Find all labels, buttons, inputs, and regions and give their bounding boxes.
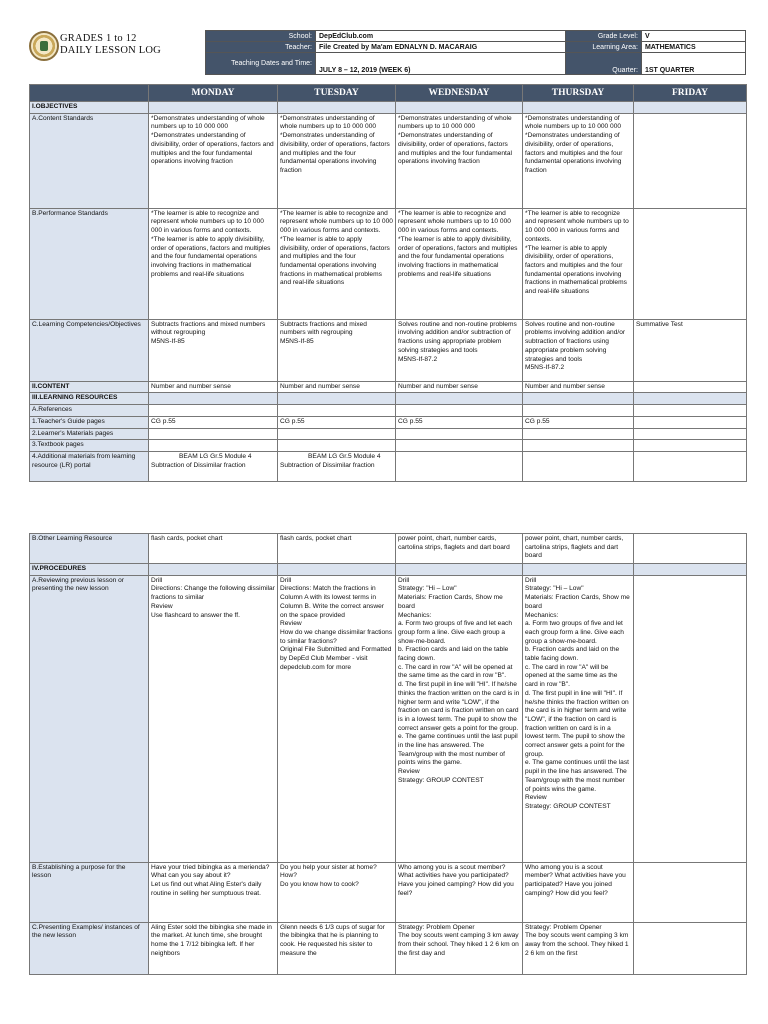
cell-friday — [634, 862, 747, 922]
day-thursday: THURSDAY — [523, 85, 634, 102]
row-performance-standards — [30, 208, 747, 319]
cell-monday: Number and number sense — [149, 381, 278, 393]
cell-wednesday: *Demonstrates understanding of whole numbers up to 10 000 000 *Demonstrates understanding of divisibility, order of operations, factors and multiples and the four fundamental operations involving fraction — [396, 113, 523, 208]
cell-friday — [634, 113, 747, 208]
area-value: MATHEMATICS — [641, 42, 745, 53]
cell-thursday: CG p.55 — [523, 416, 634, 428]
dates-value: JULY 8 – 12, 2019 (WEEK 6) — [316, 53, 566, 75]
row-label: B.Performance Standards — [30, 208, 149, 319]
cell-friday: Summative Test — [634, 319, 747, 381]
day-monday: MONDAY — [149, 85, 278, 102]
day-header-row — [30, 85, 747, 102]
lesson-log-header — [29, 30, 746, 76]
cell-thursday: Number and number sense — [523, 381, 634, 393]
corner-cell — [30, 85, 149, 102]
cell-wednesday: Solves routine and non-routine problems involving addition and/or subtraction of fractions using appropriate problem solving strategies and tools M5NS-If-87.2 — [396, 319, 523, 381]
school-value: DepEdClub.com — [316, 31, 566, 42]
area-label: Learning Area: — [566, 42, 642, 53]
cell-tuesday: CG p.55 — [278, 416, 396, 428]
cell-thursday: *Demonstrates understanding of whole numbers up to 10 000 000 *Demonstrates understanding of divisibility, order of operations, factors and multiples and the four fundamental operations involving fraction — [523, 113, 634, 208]
cell-tuesday: *The learner is able to recognize and represent whole numbers up to 10 000 000 in various forms and contexts. *The learner is able to apply divisibility, order of operations, factors and multiples and the four fundamental operations involving fractions in mathematical problems and real-life situations — [278, 208, 396, 319]
row-teachers-guide — [30, 416, 747, 428]
cell-friday — [634, 534, 747, 564]
row-label: A.References — [30, 405, 149, 417]
cell-monday: *The learner is able to recognize and represent whole numbers up to 10 000 000 in various forms and contexts. *The learner is able to apply divisibility, order of operations, factors and multiples and the four fundamental operations involving fractions in mathematical problems and real-life situations — [149, 208, 278, 319]
cell-wednesday: *The learner is able to recognize and represent whole numbers up to 10 000 000 in various forms and contexts. *The learner is able to apply divisibility, order of operations, factors and multiples and the four fundamental operations involving fractions in mathematical problems and real-life situations — [396, 208, 523, 319]
cell-monday: Drill Directions: Change the following dissimilar fractions to similar Review Use flashcard to answer the ff. — [149, 575, 278, 862]
cell-monday: Subtracts fractions and mixed numbers without regrouping M5NS-If-85 — [149, 319, 278, 381]
header-info-left — [205, 30, 566, 75]
row-label: C.Learning Competencies/Objectives — [30, 319, 149, 381]
row-references — [30, 405, 747, 417]
row-label: 2.Learner's Materials pages — [30, 428, 149, 440]
row-examples — [30, 922, 747, 974]
cell-thursday — [523, 451, 634, 481]
cell-thursday: Solves routine and non-routine problems involving addition and/or subtraction of fractions using appropriate problem solving strategies and tools M5NS-If-87.2 — [523, 319, 634, 381]
cell-wednesday: Who among you is a scout member? What activities have you participated? Have you joined camping? How did you feel? — [396, 862, 523, 922]
cell-friday — [634, 416, 747, 428]
cell-monday: Aling Ester sold the bibingka she made in the market. At lunch time, she brought home the 1 7/12 bibingka left. If her neighbors — [149, 922, 278, 974]
header-info-right — [565, 30, 746, 75]
cell-tuesday: Drill Directions: Match the fractions in Column A with its lowest terms in Column B. Write the correct answer on the space provided Review How do we change dissimilar fractions to similar fractions? Original File Submitted and Formatted by DepEd Club Member - visit depedclub.com for more — [278, 575, 396, 862]
cell-wednesday: Drill Strategy: "Hi – Low" Materials: Fraction Cards, Show me board Mechanics: a. Form two groups of five and let each group form a line. Give each group a show-me-board. b. Fraction cards and laid on the table facing down. c. The card in row "A" will be opened at the same time as the card in row "B". d. The first pupil in line will "HI". If he/she thinks the fraction written on the card is in higher term and write "LOW", if the fraction on card is fraction written on card is in a lowest term. The pupil to show the correct answer gets a point for the group. e. The game continues until the last pupil in the line has answered. The Team/group with the most number of points wins the game. Review Strategy: GROUP CONTEST — [396, 575, 523, 862]
section-label: IV.PROCEDURES — [30, 564, 149, 576]
row-textbook — [30, 440, 747, 452]
deped-seal-icon — [29, 31, 59, 61]
cell-tuesday: Number and number sense — [278, 381, 396, 393]
cell-monday: BEAM LG Gr.5 Module 4 Subtraction of Dissimilar fraction — [149, 451, 278, 481]
row-label: 3.Textbook pages — [30, 440, 149, 452]
cell-wednesday: power point, chart, number cards, cartolina strips, flaglets and dart board — [396, 534, 523, 564]
quarter-value: 1ST QUARTER — [641, 53, 745, 75]
cell-monday: Have your tried bibingka as a merienda? What can you say about it? Let us find out what Aling Ester's daily routine in selling her sumptuous treat. — [149, 862, 278, 922]
lesson-log-table-1 — [29, 84, 747, 482]
section-label: I.OBJECTIVES — [30, 102, 149, 114]
row-label: B.Other Learning Resource — [30, 534, 149, 564]
cell-friday — [634, 208, 747, 319]
grade-label: Grade Level: — [566, 31, 642, 42]
cell-wednesday: Number and number sense — [396, 381, 523, 393]
row-purpose — [30, 862, 747, 922]
row-competencies — [30, 319, 747, 381]
cell-friday — [634, 381, 747, 393]
cell-thursday: Who among you is a scout member? What activities have you participated? Have you joined camping? How did you feel? — [523, 862, 634, 922]
row-label: B.Establishing a purpose for the lesson — [30, 862, 149, 922]
lesson-log-table-2 — [29, 533, 747, 975]
row-label: 4.Additional materials from learning resource (LR) portal — [30, 451, 149, 481]
row-label: C.Presenting Examples/ instances of the new lesson — [30, 922, 149, 974]
row-label: A.Reviewing previous lesson or presenting the new lesson — [30, 575, 149, 862]
cell-thursday: Strategy: Problem Opener The boy scouts went camping 3 km away from the school. They hiked 1 2 6 km on the first — [523, 922, 634, 974]
quarter-label: Quarter: — [566, 53, 642, 75]
cell-wednesday — [396, 451, 523, 481]
row-content-standards — [30, 113, 747, 208]
form-subtitle: DAILY LESSON LOG — [60, 45, 161, 56]
day-friday: FRIDAY — [634, 85, 747, 102]
section-objectives — [30, 102, 747, 114]
cell-thursday: power point, chart, number cards, cartolina strips, flaglets and dart board — [523, 534, 634, 564]
cell-tuesday: BEAM LG Gr.5 Module 4 Subtraction of Dissimilar fraction — [278, 451, 396, 481]
row-content — [30, 381, 747, 393]
teacher-value: File Created by Ma'am EDNALYN D. MACARAIG — [316, 42, 566, 53]
cell-tuesday: *Demonstrates understanding of whole numbers up to 10 000 000 *Demonstrates understanding of divisibility, order of operations, factors and multiples and the four fundamental operations involving fraction — [278, 113, 396, 208]
section-resources — [30, 393, 747, 405]
cell-thursday: Drill Strategy: "Hi – Low" Materials: Fraction Cards, Show me board Mechanics: a. Form two groups of five and let each group form a line. Give each group a show-me-board. b. Fraction cards and laid on the table facing down. c. The card in row "A" will be opened at the same time as the card in row "B". d. The first pupil in line will "HI". If he/she thinks the fraction written on the card is in higher term and write "LOW", if the fraction on card is fraction written on card is in a lowest term. The pupil to show the correct answer gets a point for the group. e. The game continues until the last pupil in the line has answered. The Team/group with the most number of points wins the game. Review Strategy: GROUP CONTEST — [523, 575, 634, 862]
cell-monday: flash cards, pocket chart — [149, 534, 278, 564]
cell-tuesday: Do you help your sister at home? How? Do you know how to cook? — [278, 862, 396, 922]
teacher-label: Teacher: — [206, 42, 316, 53]
dates-label: Teaching Dates and Time: — [206, 53, 316, 75]
cell-tuesday: Glenn needs 6 1/3 cups of sugar for the bibingka that he is planning to cook. He requested his sister to measure the — [278, 922, 396, 974]
cell-friday — [634, 451, 747, 481]
row-additional-materials — [30, 451, 747, 481]
row-review — [30, 575, 747, 862]
grade-value: V — [641, 31, 745, 42]
cell-wednesday: CG p.55 — [396, 416, 523, 428]
day-tuesday: TUESDAY — [278, 85, 396, 102]
cell-monday: *Demonstrates understanding of whole numbers up to 10 000 000 *Demonstrates understanding of divisibility, order of operations, factors and multiples and the four fundamental operations involving fraction — [149, 113, 278, 208]
row-label: II.CONTENT — [30, 381, 149, 393]
cell-wednesday: Strategy: Problem Opener The boy scouts went camping 3 km away from their school. They hiked 1 2 6 km on the first day and — [396, 922, 523, 974]
cell-friday — [634, 575, 747, 862]
cell-tuesday: Subtracts fractions and mixed numbers with regrouping M5NS-If-85 — [278, 319, 396, 381]
row-other-resource — [30, 534, 747, 564]
cell-tuesday: flash cards, pocket chart — [278, 534, 396, 564]
cell-friday — [634, 922, 747, 974]
cell-thursday: *The learner is able to recognize and represent whole numbers up to 10 000 000 in various forms and contexts. *The learner is able to apply divisibility, order of operations, factors and multiples and the four fundamental operations involving fractions in mathematical problems and real-life situations — [523, 208, 634, 319]
row-label: A.Content Standards — [30, 113, 149, 208]
section-label: III.LEARNING RESOURCES — [30, 393, 149, 405]
day-wednesday: WEDNESDAY — [396, 85, 523, 102]
row-learners-materials — [30, 428, 747, 440]
section-procedures — [30, 564, 747, 576]
form-title: GRADES 1 to 12 — [60, 33, 137, 44]
cell-monday: CG p.55 — [149, 416, 278, 428]
row-label: 1.Teacher's Guide pages — [30, 416, 149, 428]
school-label: School: — [206, 31, 316, 42]
